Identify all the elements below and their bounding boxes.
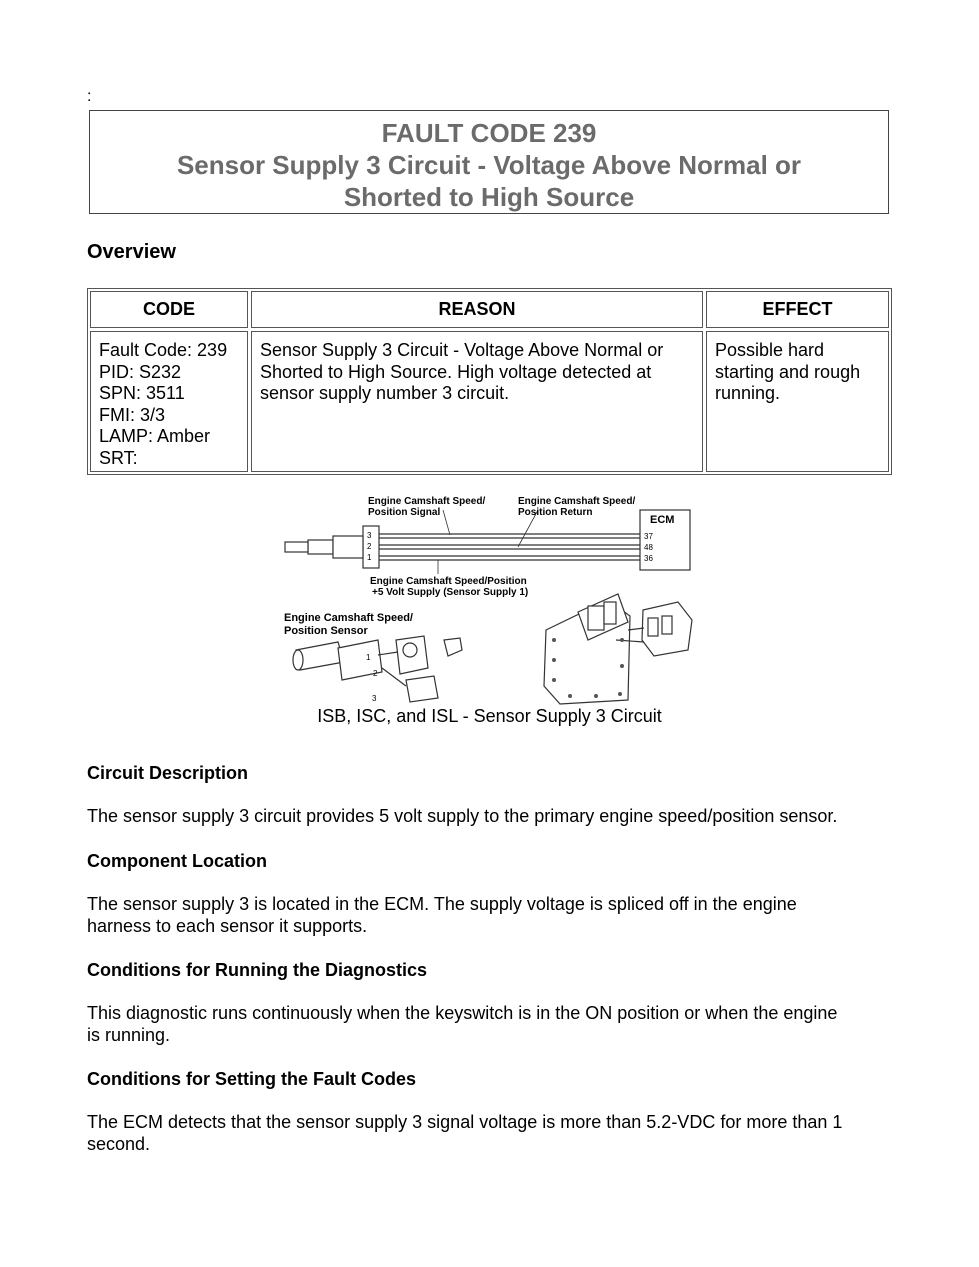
reason-line: Sensor Supply 3 Circuit - Voltage Above Normal or <box>260 340 664 360</box>
label-supply-1: Engine Camshaft Speed/Position <box>370 576 527 587</box>
label-signal-1: Engine Camshaft Speed/ <box>368 496 486 507</box>
fault-code-title: FAULT CODE 239 <box>381 118 597 148</box>
sensor-tip <box>285 542 308 552</box>
fault-code-subtitle-line-2: Shorted to High Source <box>343 182 635 212</box>
table-cell-effect <box>706 331 889 472</box>
code-line: FMI: 3/3 <box>99 404 166 425</box>
label-sensor-1: Engine Camshaft Speed/ <box>284 612 413 624</box>
ecm-pin-37: 37 <box>644 532 653 541</box>
sensor-pin-3: 3 <box>372 694 377 703</box>
page-colon: : <box>87 88 92 105</box>
figure-caption: ISB, ISC, and ISL - Sensor Supply 3 Circuit <box>317 706 662 726</box>
label-return-2: Position Return <box>518 507 593 518</box>
table-header-code: CODE <box>90 291 248 328</box>
overview-heading: Overview <box>87 241 176 263</box>
section-text-component-location <box>87 894 902 937</box>
code-line: SPN: 3511 <box>99 383 185 403</box>
section-line: second. <box>87 1133 151 1154</box>
label-supply-2: +5 Volt Supply (Sensor Supply 1) <box>372 587 529 598</box>
effect-line: Possible hard <box>715 340 825 360</box>
sensor-body <box>308 540 333 554</box>
table-header-reason: REASON <box>251 291 703 328</box>
effect-line: starting and rough <box>715 361 861 382</box>
connector-pin-2: 2 <box>367 542 372 551</box>
table-cell-reason <box>251 331 703 472</box>
section-heading-running-diagnostics: Conditions for Running the Diagnostics <box>87 960 427 980</box>
label-return-1: Engine Camshaft Speed/ <box>518 496 636 507</box>
section-line: The sensor supply 3 is located in the ECM. The supply voltage is spliced off in the engine <box>87 894 797 914</box>
sensor-pin-2: 2 <box>373 669 378 678</box>
overview-table <box>87 288 892 475</box>
section-heading-circuit-description: Circuit Description <box>87 763 249 783</box>
section-line: is running. <box>87 1024 171 1045</box>
fault-code-subtitle-line-1: Sensor Supply 3 Circuit - Voltage Above Normal or <box>176 150 802 180</box>
fault-code-title-box <box>89 110 889 214</box>
label-sensor-2: Position Sensor <box>284 625 368 637</box>
sensor-pin-1: 1 <box>366 653 371 662</box>
code-line: SRT: <box>99 447 138 468</box>
section-heading-component-location: Component Location <box>87 851 267 871</box>
connector-pin-3: 3 <box>367 531 372 540</box>
section-heading-setting-fault-codes: Conditions for Setting the Fault Codes <box>87 1069 416 1089</box>
section-line: The sensor supply 3 circuit provides 5 volt supply to the primary engine speed/position sensor. <box>87 806 838 826</box>
ecm-pin-36: 36 <box>644 554 653 563</box>
table-cell-code <box>90 331 248 472</box>
code-line: Fault Code: 239 <box>99 340 228 360</box>
ecm-pin-48: 48 <box>644 543 653 552</box>
reason-line: sensor supply number 3 circuit. <box>260 383 510 403</box>
connector-pin-1: 1 <box>367 553 372 562</box>
ecm-module-illustration <box>544 594 692 704</box>
sensor-illustration <box>293 636 462 702</box>
effect-line: running. <box>715 383 781 403</box>
table-header-effect: EFFECT <box>706 291 889 328</box>
section-line: harness to each sensor it supports. <box>87 915 368 936</box>
label-signal-2: Position Signal <box>368 507 441 518</box>
section-line: The ECM detects that the sensor supply 3 signal voltage is more than 5.2-VDC for more than 1 <box>87 1112 843 1132</box>
section-text-circuit-description <box>87 806 902 828</box>
section-text-setting-fault-codes <box>87 1112 902 1155</box>
section-text-running-diagnostics <box>87 1003 902 1046</box>
sensor-housing <box>333 536 363 558</box>
section-line: This diagnostic runs continuously when the keyswitch is in the ON position or when the engine <box>87 1003 838 1023</box>
circuit-diagram <box>278 490 700 708</box>
circuit-diagram-figure <box>278 490 700 708</box>
ecm-label: ECM <box>650 514 675 526</box>
code-line: LAMP: Amber <box>99 426 211 446</box>
reason-line: Shorted to High Source. High voltage detected at <box>260 361 652 382</box>
code-line: PID: S232 <box>99 361 182 382</box>
